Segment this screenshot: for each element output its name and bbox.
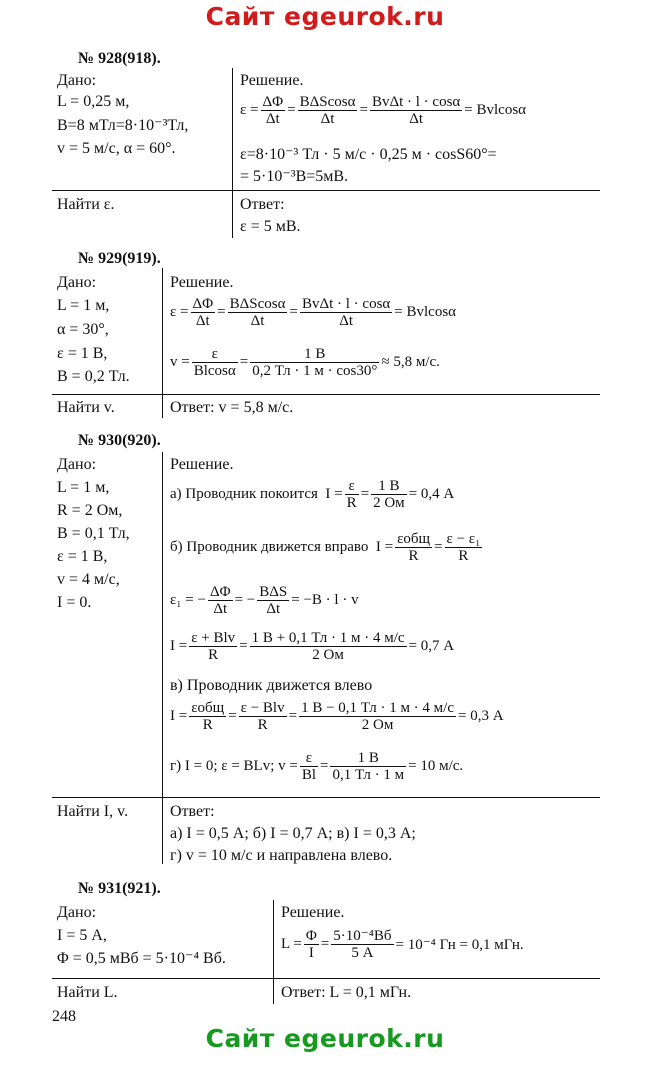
- p928-eq-eq2: =: [359, 102, 368, 118]
- p930-divider-v: [162, 452, 163, 864]
- p930-b3-frac-2: [250, 630, 407, 663]
- p930-given-3: В = 0,1 Тл,: [57, 525, 130, 542]
- p931-given-0: Дано:: [57, 904, 97, 921]
- p930-b2-frac-2: [257, 584, 289, 617]
- p928-eq-eq1: =: [287, 102, 296, 118]
- site-watermark-bottom: Сайт egeurok.ru: [205, 1024, 445, 1053]
- p930-c-frac-3: [299, 700, 456, 733]
- p930-a-eq: =: [360, 486, 370, 502]
- p930-a-lhs: I =: [325, 486, 343, 502]
- p929-divider-v: [162, 268, 163, 418]
- p931-f1n: Φ: [305, 928, 317, 944]
- p929-given-2: α = 30°,: [57, 321, 109, 338]
- p930-case-a: [170, 478, 454, 511]
- p930-d-lhs: г) I = 0; ε = BLv; v =: [170, 758, 298, 774]
- p928-given-3: v = 5 м/с, α = 60°.: [57, 140, 176, 157]
- p928-answer-label: Ответ:: [240, 196, 285, 213]
- p929-eq2-tail: ≈ 5,8 м/с.: [381, 354, 440, 370]
- p929-answer: Ответ: v = 5,8 м/с.: [170, 399, 294, 416]
- p930-c-eq1: =: [228, 708, 237, 724]
- p928-frac-3: [370, 94, 462, 127]
- p930-c-f1n: εобщ: [191, 700, 225, 716]
- p930-b2-tail: = −B · l · v: [291, 592, 359, 608]
- p930-b-eq: =: [434, 539, 443, 555]
- p928-given-0: Дано:: [57, 72, 97, 89]
- p930-answer-2: г) v = 10 м/с и направлена влево.: [170, 847, 393, 864]
- p930-b-f2n: ε − ε₁: [446, 531, 481, 547]
- p929-given-1: L = 1 м,: [57, 297, 110, 314]
- p929-eq-eq1: =: [217, 304, 226, 320]
- p930-b3-eq: =: [239, 638, 248, 654]
- p930-b2-frac-1: [208, 584, 233, 617]
- p931-divider-v: [273, 900, 274, 1004]
- p928-answer: ε = 5 мВ.: [240, 218, 301, 235]
- p930-divider-h: [52, 797, 600, 798]
- p928-f2d: Δt: [320, 111, 335, 127]
- p930-a-tail: = 0,4 А: [408, 486, 455, 502]
- p930-a-text: а) Проводник покоится: [170, 486, 318, 502]
- p929-eq-velocity: [170, 346, 440, 379]
- p929-f1d: Δt: [195, 313, 210, 329]
- p928-eq-emf: [240, 94, 526, 127]
- p930-b3-tail: = 0,7 А: [408, 638, 455, 654]
- p929-eq-tail: = Bvlcosα: [394, 304, 457, 320]
- p929-find: Найти v.: [57, 399, 115, 416]
- p931-f1d: I: [308, 945, 314, 961]
- p930-a-f1n: ε: [345, 478, 359, 495]
- p928-given-2: В=8 мТл=8·10⁻³Тл,: [57, 117, 189, 134]
- p931-given-2: Φ = 0,5 мВб = 5·10⁻⁴ Вб.: [57, 950, 226, 967]
- p929-given-0: Дано:: [57, 274, 97, 291]
- p928-f3n: BvΔt · l · cosα: [371, 94, 461, 110]
- p930-c-tail: = 0,3 А: [458, 708, 504, 724]
- page-number: 248: [52, 1008, 76, 1025]
- p930-b3-f2d: 2 Ом: [312, 647, 344, 663]
- p930-d-f2n: 1 В: [330, 750, 406, 767]
- p931-eq-inductance: [281, 928, 524, 961]
- p929-frac-4: [192, 346, 238, 379]
- p930-c-f3n: 1 В − 0,1 Тл · 1 м · 4 м/с: [301, 700, 454, 716]
- p929-eq-lhs: ε =: [170, 304, 189, 320]
- p928-eq-tail: = Bvlcosα: [464, 102, 527, 118]
- p930-b-text: б) Проводник движется вправо: [170, 539, 369, 555]
- p931-f2d: 5 А: [351, 945, 374, 961]
- p930-b2-f1d: Δt: [213, 601, 228, 617]
- p930-c-lhs: I =: [170, 708, 188, 724]
- p929-f1n: ΔΦ: [192, 296, 214, 312]
- p930-eq-emf1: [170, 584, 359, 617]
- p931-given-1: I = 5 А,: [57, 927, 107, 944]
- p930-b-f2d: R: [458, 548, 469, 564]
- p929-f5d: 0,2 Тл · 1 м · cos30°: [252, 363, 378, 379]
- p931-f2n: 5·10⁻⁴Вб: [333, 928, 392, 944]
- p930-given-0: Дано:: [57, 456, 97, 473]
- p928-calc-line: ε=8·10⁻³ Тл · 5 м/с · 0,25 м · cosS60°=: [240, 146, 497, 163]
- p928-eq-lhs: ε =: [240, 102, 259, 118]
- p930-b-frac-2: [445, 531, 483, 564]
- p930-c-f3d: 2 Ом: [361, 717, 394, 733]
- p930-b2-f2n: BΔS: [259, 584, 288, 600]
- p928-f2n: BΔScosα: [299, 94, 356, 110]
- p930-solution-label: Решение.: [170, 456, 234, 473]
- p930-d-f2d: 0,1 Тл · 1 м: [332, 767, 405, 783]
- p928-find: Найти ε.: [57, 196, 115, 213]
- p930-b-lhs: I =: [375, 539, 394, 555]
- p931-solution-label: Решение.: [281, 904, 345, 921]
- p928-f1n: ΔΦ: [262, 94, 284, 110]
- p930-given-2: R = 2 Ом,: [57, 502, 123, 519]
- p930-b2-f2d: Δt: [266, 601, 281, 617]
- p930-answer-label: Ответ:: [170, 803, 215, 820]
- p930-b2-lhs: ε₁ = −: [170, 592, 206, 608]
- p930-c-f1d: R: [202, 717, 213, 733]
- problem-928-title: № 928(918).: [78, 50, 161, 67]
- p931-eq1: =: [320, 936, 330, 952]
- p929-frac-2: [228, 296, 288, 329]
- p928-f1d: Δt: [265, 111, 280, 127]
- p930-case-c-text: в) Проводник движется влево: [170, 677, 373, 694]
- p928-frac-1: [261, 94, 286, 127]
- p931-frac-2: [331, 928, 393, 961]
- p930-a-f2n: 1 В: [371, 478, 407, 495]
- p930-d-tail: = 10 м/с.: [408, 758, 464, 774]
- p929-f4n: ε: [192, 346, 238, 363]
- p930-c-f2d: R: [257, 717, 268, 733]
- p929-given-3: ε = 1 В,: [57, 345, 108, 362]
- p931-frac-1: [304, 928, 319, 961]
- p930-given-5: v = 4 м/с,: [57, 571, 120, 588]
- p929-given-4: В = 0,2 Тл.: [57, 368, 130, 385]
- p930-eq-right: [170, 630, 454, 663]
- p931-divider-h: [52, 978, 600, 979]
- problem-931-title: № 931(921).: [78, 880, 161, 897]
- p929-frac-3: [300, 296, 392, 329]
- p930-b-f1n: εобщ: [397, 531, 431, 547]
- p929-f3n: BvΔt · l · cosα: [301, 296, 391, 312]
- p929-f2n: BΔScosα: [229, 296, 286, 312]
- p931-lhs: L =: [281, 936, 302, 952]
- p930-c-frac-1: [189, 700, 226, 733]
- p930-d-frac-2: [330, 750, 406, 783]
- p929-f5n: 1 В: [250, 346, 379, 363]
- p928-result-line: = 5·10⁻³В=5мВ.: [240, 168, 349, 185]
- p930-case-b: [170, 531, 484, 564]
- p929-eq-emf: [170, 296, 456, 329]
- p930-b3-lhs: I =: [170, 638, 188, 654]
- p930-c-frac-2: [239, 700, 287, 733]
- p930-b3-frac-1: [189, 630, 237, 663]
- p930-case-d: [170, 750, 463, 783]
- p930-d-f1n: ε: [300, 750, 318, 767]
- p931-tail: = 10⁻⁴ Гн = 0,1 мГн.: [395, 937, 524, 953]
- p928-f3d: Δt: [409, 111, 424, 127]
- p929-f2d: Δt: [250, 313, 265, 329]
- p929-frac-1: [191, 296, 216, 329]
- p930-a-frac-2: [371, 478, 407, 511]
- p930-a-f1d: R: [346, 495, 357, 511]
- p930-b3-f1d: R: [208, 647, 219, 663]
- problem-930-title: № 930(920).: [78, 432, 161, 449]
- p928-given-1: L = 0,25 м,: [57, 93, 130, 110]
- p930-given-6: I = 0.: [57, 594, 92, 611]
- p928-frac-2: [298, 94, 358, 127]
- p929-f3d: Δt: [339, 313, 354, 329]
- p929-solution-label: Решение.: [170, 274, 234, 291]
- p930-find: Найти I, v.: [57, 803, 129, 820]
- p930-d-f1d: Bl: [301, 767, 317, 783]
- p929-eq-eq2: =: [289, 304, 298, 320]
- p929-f4d: Blcosα: [193, 363, 236, 379]
- p929-frac-5: [250, 346, 379, 379]
- p930-given-4: ε = 1 В,: [57, 548, 108, 565]
- p930-b2-eq: = −: [234, 592, 256, 608]
- p930-c-f2n: ε − Blv: [240, 700, 285, 716]
- p929-eq2-eq1: =: [239, 354, 249, 370]
- p929-divider-h: [52, 394, 600, 395]
- p928-divider-v: [232, 68, 233, 238]
- p930-a-frac-1: [345, 478, 359, 511]
- p931-answer: Ответ: L = 0,1 мГн.: [281, 984, 412, 1001]
- site-watermark-top: Сайт egeurok.ru: [205, 2, 445, 31]
- p930-d-frac-1: [300, 750, 318, 783]
- p930-b3-f1n: ε + Blv: [191, 630, 236, 646]
- p930-eq-left: [170, 700, 504, 733]
- p930-a-f2d: 2 Ом: [373, 495, 405, 511]
- problem-929-title: № 929(919).: [78, 250, 161, 267]
- p928-divider-h: [52, 190, 600, 191]
- p930-b2-f1n: ΔΦ: [209, 584, 231, 600]
- p931-find: Найти L.: [57, 984, 118, 1001]
- p930-given-1: L = 1 м,: [57, 479, 110, 496]
- p929-eq2-lhs: v =: [170, 354, 190, 370]
- p930-c-eq2: =: [288, 708, 298, 724]
- p930-d-eq: =: [320, 758, 329, 774]
- p930-b-frac-1: [395, 531, 432, 564]
- p930-b-f1d: R: [408, 548, 419, 564]
- p930-answer-1: а) I = 0,5 А; б) I = 0,7 А; в) I = 0,3 А;: [170, 825, 416, 842]
- p930-b3-f2n: 1 В + 0,1 Тл · 1 м · 4 м/с: [251, 630, 405, 646]
- p928-solution-label: Решение.: [240, 72, 304, 89]
